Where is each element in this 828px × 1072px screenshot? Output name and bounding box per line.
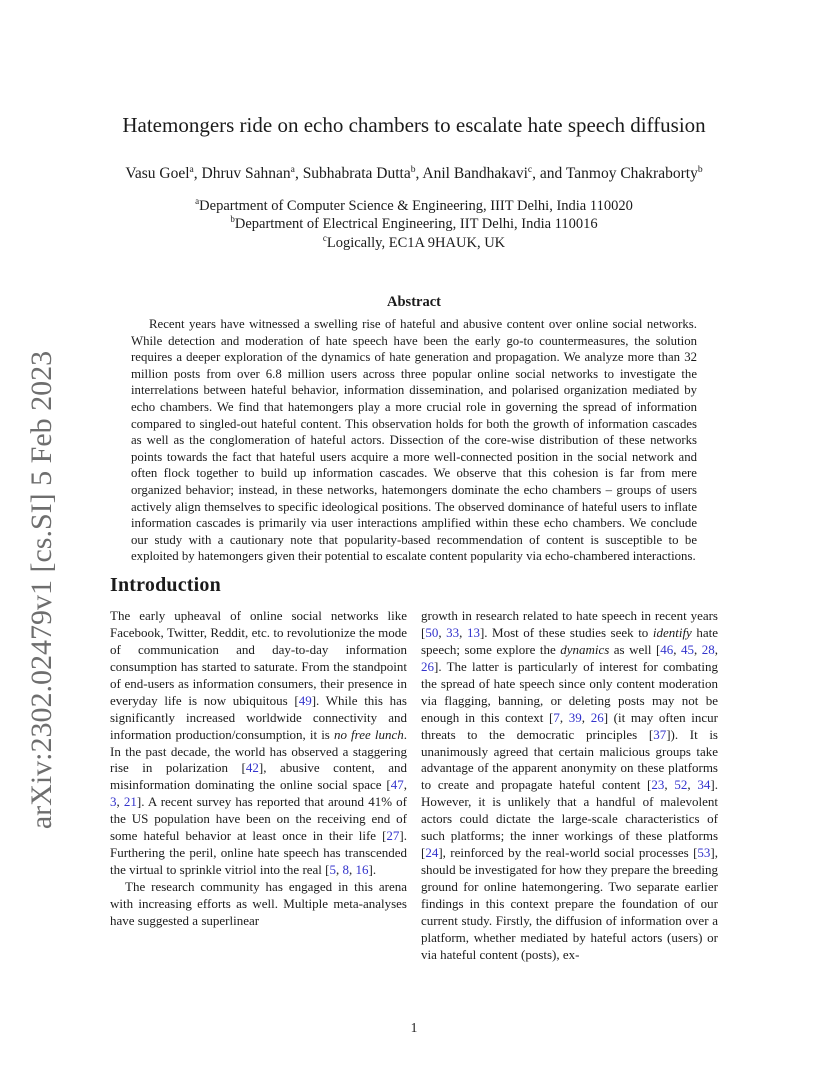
citation-link[interactable]: 37 — [653, 726, 667, 742]
affiliations-block — [110, 197, 718, 253]
citation-link[interactable]: 21 — [123, 794, 137, 810]
body-paragraph: The early upheaval of online social networks like Facebook, Twitter, Reddit, etc. to revolutionize the mode of communication and day-to-day information consumption has started to saturate. From the standpoint of end-users as information consumers, their presence in everyday life is now ubiquitous [49]. While this has significantly increased worldwide connectivity and information production/consumption, it is no free lunch. In the past decade, the world has observed a staggering rise in polarization [42], abusive content, and misinformation dominating the online social space [47, 3, 21]. A recent survey has reported that around 41% of the US population have been on the receiving end of some hateful behavior at least once in their life [27]. Furthering the peril, online hate speech has transcended the virtual to sprinkle vitriol into the real [5, 8, 16]. — [110, 607, 407, 878]
citation-link[interactable]: 45 — [681, 641, 695, 657]
citation-link[interactable]: 46 — [660, 641, 674, 657]
paper-title: Hatemongers ride on echo chambers to escalate hate speech diffusion — [122, 113, 706, 137]
citation-link[interactable]: 49 — [298, 692, 312, 708]
citation-link[interactable]: 42 — [245, 760, 259, 776]
affiliation-line: $^c$Logically, EC1A 9HAUK, UK — [322, 232, 506, 251]
authors-line: Vasu Goel$^a$, Dhruv Sahnan$^a$, Subhabrata Dutta$^b$, Anil Bandhakavi$^c$, and Tanmoy Chakraborty$^b$ — [125, 163, 703, 182]
citation-link[interactable]: 26 — [590, 709, 604, 725]
paper-content — [110, 0, 718, 964]
abstract-section — [131, 294, 697, 565]
citation-link[interactable]: 39 — [568, 709, 582, 725]
citation-link[interactable]: 47 — [390, 777, 404, 793]
citation-link[interactable]: 53 — [697, 845, 711, 861]
body-paragraph: growth in research related to hate speech in recent years [50, 33, 13]. Most of these studies seek to identify hate speech; some explore the dynamics as well [46, 45, 28, 26]. The latter is particularly of interest for combating the spread of hate speech since only content moderation via flagging, banning, or deleting posts may not be enough in this context [7, 39, 26] (it may often incur threats to the democratic principles [37]). It is unanimously agreed that certain malicious groups take advantage of the apparent anonymity on these platforms to create and propagate hateful content [23, 52, 34]. However, it is unlikely that a handful of malevolent actors could dictate the large-scale characteristics of such platforms; the inner workings of these platforms [24], reinforced by the real-world social processes [53], should be investigated for how they prepare the breeding ground for online hatemongering. Two separate earlier findings in this context prepare the foundation of our current study. Firstly, the diffusion of information over a platform, whether mediated by hateful actors (users) or via hateful content (posts), ex- — [421, 607, 719, 962]
citation-link[interactable]: 3 — [110, 794, 117, 810]
abstract-text: Recent years have witnessed a swelling rise of hateful and abusive content over online social networks. While detection and moderation of hate speech have been the early go-to countermeasures, the solution requires a deeper exploration of the dynamics of hate generation and propagation. We analyze more than 32 million posts from over 6.8 million users across three popular online social networks to investigate the interrelations between hateful behavior, information dissemination, and polarised organization mediated by echo chambers. We find that hatemongers play a more crucial role in governing the spread of information compared to singled-out hateful content. This observation holds for both the growth of information cascades as well as the conglomeration of hateful actors. Dissection of the core-wise distribution of these networks points towards the fact that hateful users acquire a more well-connected position in the social network and often flock together to build up information cascades. We observe that this cohesion is far from mere organized behavior; instead, in these networks, hatemongers dominate the echo chambers – groups of users actively align themselves to specific ideological positions. The observed dominance of hateful users to inflate information cascades is primarily via user interactions amplified within these echo chambers. We conclude our study with a cautionary note that popularity-based recommendation of content is susceptible to be exploited by hatemongers given their potential to escalate content popularity via echo-chambered interactions. — [131, 317, 697, 564]
column-left — [110, 608, 407, 964]
citation-link[interactable]: 34 — [697, 777, 711, 793]
section-heading-introduction: Introduction — [110, 573, 221, 596]
affiliation-line: $^b$Department of Electrical Engineering, IIT Delhi, India 110016 — [230, 214, 598, 232]
citation-link[interactable]: 7 — [553, 709, 560, 725]
abstract-heading: Abstract — [387, 294, 441, 310]
affiliation-line: $^a$Department of Computer Science & Engineering, IIIT Delhi, India 110020 — [195, 195, 633, 214]
arxiv-watermark: arXiv:2302.02479v1 [cs.SI] 5 Feb 2023 — [25, 350, 58, 830]
citation-link[interactable]: 23 — [651, 777, 665, 793]
citation-link[interactable]: 16 — [355, 862, 369, 878]
citation-link[interactable]: 26 — [421, 658, 434, 674]
body-paragraph: The research community has engaged in this arena with increasing efforts as well. Multiple meta-analyses have suggested a superlinear — [110, 879, 407, 929]
citation-link[interactable]: 8 — [342, 862, 350, 878]
citation-link[interactable]: 13 — [466, 624, 480, 640]
citation-link[interactable]: 28 — [701, 641, 715, 657]
column-right — [421, 608, 718, 964]
citation-link[interactable]: 50 — [425, 624, 439, 640]
page-number: 1 — [410, 1020, 418, 1035]
citation-link[interactable]: 33 — [446, 624, 460, 640]
citation-link[interactable]: 52 — [674, 777, 688, 793]
citation-link[interactable]: 27 — [386, 828, 400, 844]
two-column-body — [110, 608, 718, 964]
citation-link[interactable]: 24 — [425, 845, 439, 861]
citation-link[interactable]: 5 — [329, 862, 337, 878]
